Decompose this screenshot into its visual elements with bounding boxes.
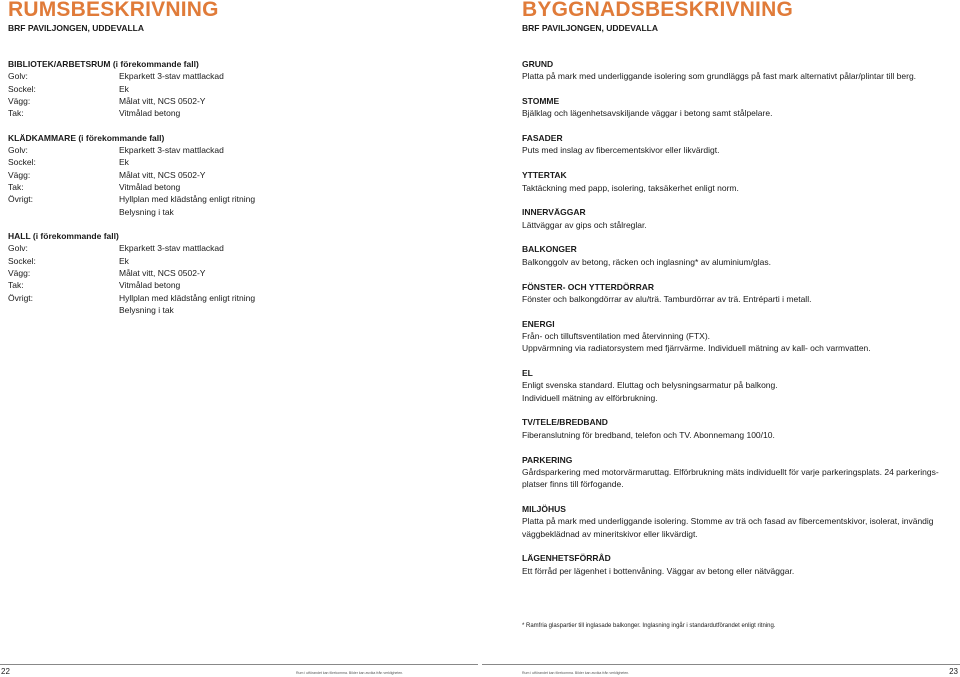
room-row-value: Målat vitt, NCS 0502-Y [119, 95, 206, 106]
page-subtitle: BRF PAVILJONGEN, UDDEVALLA [522, 23, 659, 33]
room-row [8, 70, 468, 82]
section-text: platser finns till förfogande. [522, 479, 624, 490]
spec-section [522, 132, 942, 157]
room-row [8, 144, 468, 156]
section-heading: YTTERTAK [522, 170, 567, 181]
section-text: Fönster och balkongdörrar av alu/trä. Tamburdörrar av trä. Entréparti i metall. [522, 293, 812, 304]
section-heading: GRUND [522, 59, 554, 69]
room-row [8, 156, 468, 168]
room-row [8, 193, 468, 205]
room-row-key: Vägg: [8, 268, 31, 279]
spec-section [522, 58, 942, 83]
section-heading: FASADER [522, 133, 563, 144]
room-row-key: Golv: [8, 145, 28, 156]
section-list [522, 58, 942, 589]
section-text: Fiberanslutning för bredband, telefon och TV. Abonnemang 100/10. [522, 429, 775, 440]
footnote: * Ramfria glaspartier till inglasade balkonger. Inglasning ingår i standardutförandet enligt ritning. [522, 623, 776, 629]
room-heading: HALL (i förekommande fall) [8, 231, 119, 242]
room-block [8, 132, 468, 218]
section-text: Från- och tilluftsventilation med återvinning (FTX). [522, 330, 711, 341]
section-heading: INNERVÄGGAR [522, 207, 586, 218]
section-text: Taktäckning med papp, isolering, taksäkerhet enligt norm. [522, 182, 739, 193]
room-row-value: Ekparkett 3-stav mattlackad [119, 145, 224, 156]
section-heading: TV/TELE/BREDBAND [522, 417, 608, 428]
page-subtitle: BRF PAVILJONGEN, UDDEVALLA [8, 23, 145, 33]
section-text: Uppvärmning via radiatorsystem med fjärrvärme. Individuell mätning av kall- och varmvatten. [522, 343, 871, 354]
spec-section [522, 454, 942, 491]
room-row-key: Tak: [8, 108, 24, 119]
room-row-value: Vitmålad betong [119, 181, 181, 192]
footer-divider [0, 664, 478, 665]
spec-section [522, 318, 942, 355]
page-title: BYGGNADSBESKRIVNING [522, 0, 793, 21]
room-row [8, 181, 468, 193]
room-row-value: Ek [119, 157, 129, 168]
room-row-value: Ek [119, 255, 129, 266]
section-heading: LÄGENHETSFÖRRÅD [522, 553, 611, 564]
room-row-key: Tak: [8, 280, 24, 291]
spec-section [522, 95, 942, 120]
spec-section [522, 243, 942, 268]
section-heading: BALKONGER [522, 244, 577, 255]
room-row-key: Sockel: [8, 255, 36, 266]
section-text: väggbeklädnad av mineritskivor eller likvärdigt. [522, 528, 698, 539]
section-text: Enligt svenska standard. Eluttag och belysningsarmatur på balkong. [522, 380, 778, 391]
room-row-value: Ekparkett 3-stav mattlackad [119, 243, 224, 254]
room-row [8, 255, 468, 267]
room-row-key: Vägg: [8, 95, 31, 106]
section-heading: ENERGI [522, 318, 555, 329]
spec-section [522, 416, 942, 441]
section-text: Balkonggolv av betong, räcken och inglasning* av aluminium/glas. [522, 256, 772, 267]
room-row-key: Golv: [8, 243, 28, 254]
room-row [8, 279, 468, 291]
fine-print: Rum i utförandet kan förekomma. Bilder kan avvika från verkligheten. [522, 671, 630, 675]
section-heading: MILJÖHUS [522, 503, 566, 514]
room-block [8, 230, 468, 316]
section-heading: FÖNSTER- OCH YTTERDÖRRAR [522, 281, 655, 292]
spec-section [522, 503, 942, 540]
section-text: Platta på mark med underliggande isolering som grundläggs på fast mark alternativt pålar/plintar till berg. [522, 71, 917, 82]
page-title: RUMSBESKRIVNING [8, 0, 219, 21]
room-row-value: Hyllplan med klädstång enligt ritning [119, 292, 256, 303]
room-row-value: Målat vitt, NCS 0502-Y [119, 169, 206, 180]
spec-section [522, 206, 942, 231]
room-row-value: Målat vitt, NCS 0502-Y [119, 268, 206, 279]
room-row-key: Tak: [8, 181, 24, 192]
room-row [8, 83, 468, 95]
right-page [480, 0, 960, 677]
section-text: Puts med inslag av fibercementskivor eller likvärdigt. [522, 145, 720, 156]
room-row-key: Sockel: [8, 157, 36, 168]
room-heading: KLÄDKAMMARE (i förekommande fall) [8, 132, 165, 143]
room-row [8, 95, 468, 107]
room-row [8, 292, 468, 304]
room-list [8, 58, 468, 329]
section-heading: PARKERING [522, 454, 573, 465]
room-row [8, 267, 468, 279]
section-text: Platta på mark med underliggande isolering. Stomme av trä och fasad av fibercementskivor, isolerat, invändig [522, 516, 934, 527]
footer-divider [482, 664, 960, 665]
room-row-key: Vägg: [8, 169, 31, 180]
room-block [8, 58, 468, 119]
room-row-key [8, 304, 119, 316]
room-row-value: Ek [119, 83, 129, 94]
room-row [8, 107, 468, 119]
page-number: 22 [1, 667, 10, 676]
section-text: Ett förråd per lägenhet i bottenvåning. Väggar av betong eller nätväggar. [522, 565, 795, 576]
room-row-value: Hyllplan med klädstång enligt ritning [119, 194, 256, 205]
room-row-value: Belysning i tak [119, 304, 174, 315]
fine-print: Rum i utförandet kan förekomma. Bilder kan avvika från verkligheten. [296, 671, 404, 675]
room-row [8, 206, 468, 218]
room-row-key: Övrigt: [8, 292, 34, 303]
section-text: Bjälklag och lägenhetsavskiljande väggar i betong samt stålpelare. [522, 108, 773, 119]
spec-section [522, 169, 942, 194]
room-row [8, 304, 468, 316]
section-text: Individuell mätning av elförbrukning. [522, 392, 658, 403]
page-number: 23 [949, 667, 958, 676]
room-row-value: Belysning i tak [119, 206, 174, 217]
room-row [8, 169, 468, 181]
room-heading: BIBLIOTEK/ARBETSRUM (i förekommande fall) [8, 59, 199, 69]
room-row-key [8, 206, 119, 218]
section-heading: STOMME [522, 96, 560, 107]
spec-section [522, 552, 942, 577]
room-row-value: Vitmålad betong [119, 108, 181, 119]
spec-section [522, 281, 942, 306]
room-row-value: Ekparkett 3-stav mattlackad [119, 71, 224, 82]
room-row-key: Övrigt: [8, 194, 34, 205]
section-text: Gårdsparkering med motorvärmaruttag. Elförbrukning mäts individuellt för varje parkeringsplats. 24 parkerings- [522, 466, 939, 477]
section-heading: EL [522, 368, 533, 379]
room-row-key: Golv: [8, 71, 28, 82]
spec-section [522, 367, 942, 404]
room-row-key: Sockel: [8, 83, 36, 94]
room-row [8, 242, 468, 254]
room-row-value: Vitmålad betong [119, 280, 181, 291]
section-text: Lättväggar av gips och stålreglar. [522, 219, 647, 230]
